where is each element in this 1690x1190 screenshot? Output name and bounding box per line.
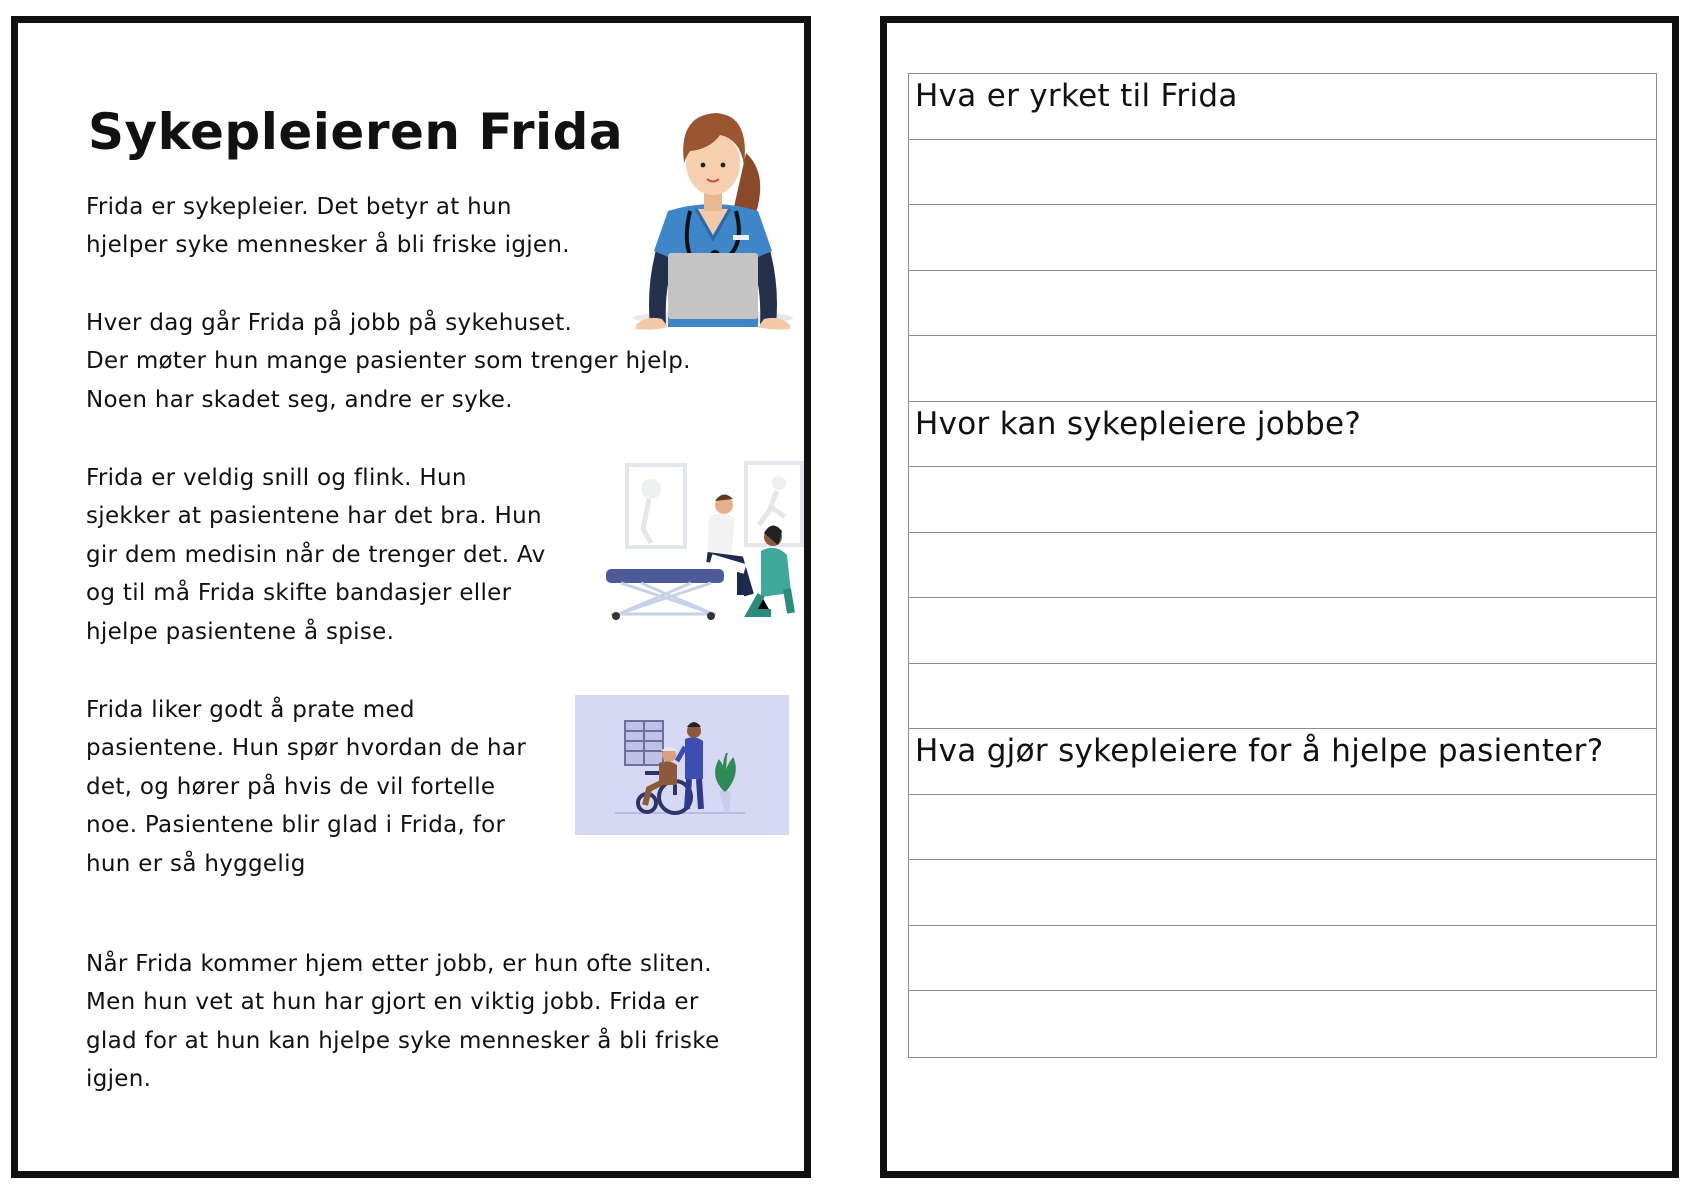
answer-line[interactable] (909, 271, 1656, 337)
answer-line[interactable] (909, 664, 1656, 730)
nurse-at-laptop-icon (618, 93, 808, 348)
worksheet-page (880, 16, 1679, 1178)
text-line: noe. Pasientene blir glad i Frida, for (86, 812, 506, 839)
text-line: og til må Frida skifte bandasjer eller (86, 580, 512, 607)
story-paragraph-1 (86, 188, 570, 265)
story-title: Sykepleieren Frida (88, 103, 624, 161)
answer-line[interactable] (909, 336, 1656, 402)
story-paragraph-2 (86, 304, 691, 419)
question-2: Hvor kan sykepleiere jobbe? (909, 402, 1656, 468)
answer-grid (908, 73, 1657, 1058)
story-paragraph-4 (86, 691, 526, 883)
answer-line[interactable] (909, 467, 1656, 533)
text-line: hun er så hyggelig (86, 850, 306, 877)
answer-line[interactable] (909, 205, 1656, 271)
text-line: det, og hører på hvis de vil fortelle (86, 773, 496, 800)
story-page (11, 16, 811, 1178)
text-line: Noen har skadet seg, andre er syke. (86, 386, 513, 413)
nurse-with-patient-on-bed-icon (601, 459, 806, 624)
text-line: Der møter hun mange pasienter som trenger hjelp. (86, 348, 691, 375)
text-line: glad for at hun kan hjelpe syke mennesker å bli friske (86, 1027, 720, 1054)
text-line: Frida er sykepleier. Det betyr at hun (86, 194, 512, 220)
question-3: Hva gjør sykepleiere for å hjelpe pasienter? (909, 729, 1656, 795)
text-line: Men hun vet at hun har gjort en viktig jobb. Frida er (86, 989, 699, 1016)
story-paragraph-5 (86, 945, 720, 1099)
text-line: igjen. (86, 1066, 152, 1093)
text-line: Hver dag går Frida på jobb på sykehuset. (86, 310, 573, 336)
answer-line[interactable] (909, 533, 1656, 599)
story-paragraph-3 (86, 459, 546, 651)
answer-line[interactable] (909, 140, 1656, 206)
text-line: Frida liker godt å prate med (86, 697, 415, 723)
text-line: Når Frida kommer hjem etter jobb, er hun ofte sliten. (86, 951, 712, 977)
text-line: sjekker at pasientene har det bra. Hun (86, 503, 542, 530)
nurse-with-wheelchair-patient-icon (575, 695, 789, 835)
question-1: Hva er yrket til Frida (909, 74, 1656, 140)
text-line: pasientene. Hun spør hvordan de har (86, 735, 527, 762)
text-line: hjelpe pasientene å spise. (86, 618, 395, 645)
answer-line[interactable] (909, 860, 1656, 926)
text-line: gir dem medisin når de trenger det. Av (86, 541, 546, 568)
text-line: Frida er veldig snill og flink. Hun (86, 465, 467, 491)
answer-line[interactable] (909, 598, 1656, 664)
answer-line[interactable] (909, 795, 1656, 861)
text-line: hjelper syke mennesker å bli friske igjen. (86, 232, 570, 259)
answer-line[interactable] (909, 926, 1656, 992)
answer-line[interactable] (909, 991, 1656, 1057)
